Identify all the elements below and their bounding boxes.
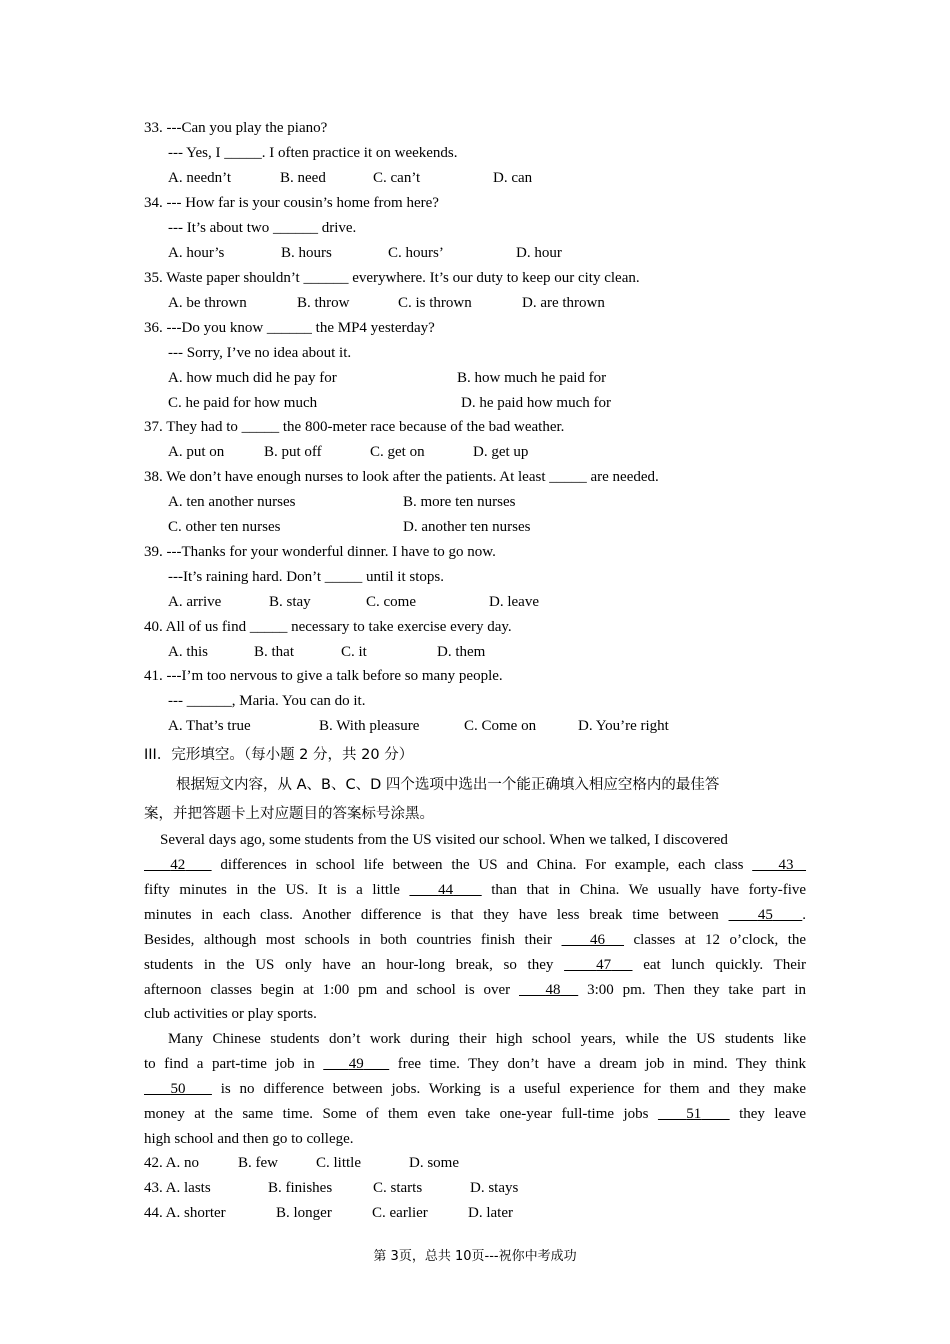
blank-45: 45 bbox=[757, 907, 773, 923]
q41-option-c: C. Come on bbox=[464, 718, 537, 734]
cloze-43-option-c: C. starts bbox=[373, 1180, 423, 1196]
q34-option-d: D. hour bbox=[516, 245, 562, 261]
q39-option-b: B. stay bbox=[269, 594, 311, 610]
question-33-stem: 33. ---Can you play the piano? bbox=[144, 120, 328, 136]
q40-option-a: A. this bbox=[168, 644, 209, 660]
blank-44: 44 bbox=[438, 882, 454, 898]
blank-43: 43 bbox=[778, 857, 794, 873]
q38-option-a: A. ten another nurses bbox=[168, 494, 296, 510]
q36-option-b: B. how much he paid for bbox=[457, 370, 607, 386]
cloze-44-option-c: C. earlier bbox=[372, 1205, 428, 1221]
question-41-reply: --- ______, Maria. You can do it. bbox=[168, 693, 366, 709]
cloze-43-option-a: 43. A. lasts bbox=[144, 1180, 211, 1196]
question-38-stem: 38. We don’t have enough nurses to look after the patients. At least _____ are needed. bbox=[144, 469, 659, 485]
q40-option-c: C. it bbox=[341, 644, 367, 660]
question-40-stem: 40. All of us find _____ necessary to take exercise every day. bbox=[144, 619, 512, 635]
q35-option-d: D. are thrown bbox=[522, 295, 605, 311]
question-36-stem: 36. ---Do you know ______ the MP4 yesterday? bbox=[144, 320, 435, 336]
cloze-43-option-d: D. stays bbox=[470, 1180, 519, 1196]
question-37-stem: 37. They had to _____ the 800-meter race because of the bad weather. bbox=[144, 419, 565, 435]
passage-p1-line5: Besides, although most schools in both countries finish their 46 classes at 12 o’clock, the bbox=[144, 932, 807, 948]
q37-option-b: B. put off bbox=[264, 444, 322, 460]
cloze-42-option-c: C. little bbox=[316, 1155, 361, 1171]
q41-option-a: A. That’s true bbox=[168, 718, 251, 734]
q37-option-c: C. get on bbox=[370, 444, 425, 460]
blank-47: 47 bbox=[596, 957, 612, 973]
q34-option-b: B. hours bbox=[281, 245, 332, 261]
q38-option-c: C. other ten nurses bbox=[168, 519, 281, 535]
blank-48: 48 bbox=[545, 982, 561, 998]
passage-p2-line4: money at the same time. Some of them even take one-year full-time jobs 51 they leave bbox=[144, 1106, 807, 1122]
q41-option-d: D. You’re right bbox=[578, 718, 669, 734]
passage-p1-line6: students in the US only have an hour-long break, so they 47 eat lunch quickly. Their bbox=[144, 957, 807, 973]
passage-p1-line8: club activities or play sports. bbox=[144, 1006, 317, 1022]
question-34-stem: 34. --- How far is your cousin’s home from here? bbox=[144, 195, 439, 211]
q39-option-d: D. leave bbox=[489, 594, 539, 610]
q38-option-b: B. more ten nurses bbox=[403, 494, 516, 510]
cloze-44-option-d: D. later bbox=[468, 1205, 513, 1221]
q39-option-a: A. arrive bbox=[168, 594, 222, 610]
section-3-instruction-line2: 案，并把答题卡上对应题目的答案标号涂黑。 bbox=[144, 806, 434, 822]
passage-p1-line2: 42 differences in school life between the US and China. For example, each class 43 bbox=[144, 856, 806, 874]
cloze-44-option-a: 44. A. shorter bbox=[144, 1205, 226, 1221]
cloze-43-option-b: B. finishes bbox=[268, 1180, 333, 1196]
section-3-instruction-line1: 根据短文内容，从 A、B、C、D 四个选项中选出一个能正确填入相应空格内的最佳答 bbox=[176, 777, 720, 793]
q36-option-d: D. he paid how much for bbox=[461, 395, 611, 411]
q33-option-c: C. can’t bbox=[373, 170, 421, 186]
q36-option-c: C. he paid for how much bbox=[168, 395, 318, 411]
q40-option-b: B. that bbox=[254, 644, 294, 660]
q33-option-d: D. can bbox=[493, 170, 533, 186]
section-3-title: III．完形填空。（每小题 2 分，共 20 分） bbox=[144, 747, 414, 763]
q35-option-a: A. be thrown bbox=[168, 295, 247, 311]
question-41-stem: 41. ---I’m too nervous to give a talk before so many people. bbox=[144, 668, 503, 684]
passage-p2-line3: 50 is no difference between jobs. Working is a useful experience for them and they make bbox=[144, 1080, 806, 1098]
question-36-reply: --- Sorry, I’ve no idea about it. bbox=[168, 345, 352, 361]
page-footer: 第 3页，总共 10页---祝你中考成功 bbox=[373, 1249, 577, 1264]
q37-option-a: A. put on bbox=[168, 444, 225, 460]
q36-option-a: A. how much did he pay for bbox=[168, 370, 337, 386]
blank-50: 50 bbox=[170, 1081, 186, 1097]
q41-option-b: B. With pleasure bbox=[319, 718, 420, 734]
q35-option-c: C. is thrown bbox=[398, 295, 472, 311]
q37-option-d: D. get up bbox=[473, 444, 529, 460]
q35-option-b: B. throw bbox=[297, 295, 350, 311]
passage-p2-line5: high school and then go to college. bbox=[144, 1131, 354, 1147]
blank-51: 51 bbox=[686, 1106, 702, 1122]
passage-p2-line2: to find a part-time job in 49 free time. They don’t have a dream job in mind. They think bbox=[144, 1056, 807, 1072]
cloze-42-option-a: 42. A. no bbox=[144, 1155, 200, 1171]
question-39-reply: ---It’s raining hard. Don’t _____ until it stops. bbox=[168, 569, 444, 585]
cloze-42-option-b: B. few bbox=[238, 1155, 278, 1171]
blank-49: 49 bbox=[348, 1056, 364, 1072]
passage-p1-line7: afternoon classes begin at 1:00 pm and school is over 48 3:00 pm. Then they take part in bbox=[144, 982, 807, 998]
passage-p1-line1: Several days ago, some students from the US visited our school. When we talked, I discovered bbox=[160, 832, 728, 848]
question-34-reply: --- It’s about two ______ drive. bbox=[168, 220, 357, 236]
q34-option-a: A. hour’s bbox=[168, 245, 225, 261]
q33-option-a: A. needn’t bbox=[168, 170, 232, 186]
cloze-44-option-b: B. longer bbox=[276, 1205, 332, 1221]
q39-option-c: C. come bbox=[366, 594, 416, 610]
question-39-stem: 39. ---Thanks for your wonderful dinner. I have to go now. bbox=[144, 544, 496, 560]
passage-p1-line4: minutes in each class. Another difference is that they have less break time between 45 . bbox=[144, 907, 807, 923]
cloze-42-option-d: D. some bbox=[409, 1155, 459, 1171]
q38-option-d: D. another ten nurses bbox=[403, 519, 531, 535]
q40-option-d: D. them bbox=[437, 644, 486, 660]
q33-option-b: B. need bbox=[280, 170, 326, 186]
passage-p2-line1: Many Chinese students don’t work during their high school years, while the US students like bbox=[168, 1031, 806, 1047]
passage-p1-line3: fifty minutes in the US. It is a little 44 than that in China. We usually have forty-five bbox=[144, 882, 807, 898]
blank-46: 46 bbox=[590, 932, 606, 948]
q34-option-c: C. hours’ bbox=[388, 245, 444, 261]
blank-42: 42 bbox=[170, 857, 186, 873]
question-35-stem: 35. Waste paper shouldn’t ______ everywhere. It’s our duty to keep our city clean. bbox=[144, 270, 640, 286]
question-33-reply: --- Yes, I _____. I often practice it on weekends. bbox=[168, 145, 458, 161]
